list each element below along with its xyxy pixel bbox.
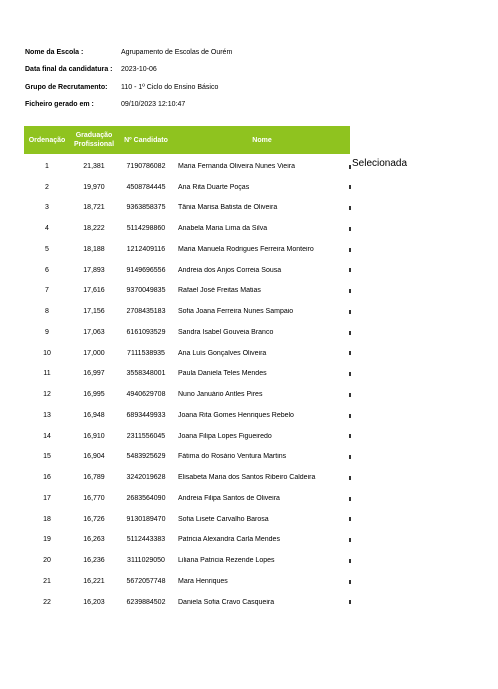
row-candidate: 2708435183 [126, 308, 166, 316]
status-mark [349, 455, 351, 459]
row-grade: 16,726 [83, 515, 105, 523]
row-name: Joana Filipa Lopes Figueiredo [178, 432, 272, 440]
row-grade: 16,770 [83, 494, 105, 502]
row-order: 4 [45, 225, 49, 233]
document-metadata [25, 44, 355, 113]
deadline-value: 2023-10-06 [121, 66, 157, 74]
row-name: Patricia Alexandra Carla Mendes [178, 536, 280, 544]
row-candidate: 3111029050 [127, 557, 165, 565]
table-row [24, 405, 350, 426]
row-candidate: 3242019628 [126, 474, 166, 482]
status-mark [349, 538, 351, 542]
status-mark [349, 331, 351, 335]
row-order: 17 [43, 494, 51, 502]
row-order: 13 [43, 411, 51, 419]
header-grade: Graduação Profissional [73, 132, 115, 148]
status-label: Selecionada [352, 158, 408, 169]
row-order: 3 [45, 204, 49, 212]
row-name: Maria Fernanda Oliveira Nunes Vieira [178, 162, 295, 170]
group-value: 110 - 1º Ciclo do Ensino Básico [121, 83, 219, 91]
school-label: Nome da Escola : [25, 49, 84, 57]
row-name: Andreia Filipa Santos de Oliveira [178, 494, 280, 502]
table-row [24, 384, 350, 405]
candidates-table [24, 126, 350, 613]
row-order: 9 [45, 328, 49, 336]
generated-label: Ficheiro gerado em : [25, 101, 94, 109]
row-grade: 17,063 [83, 328, 105, 336]
status-mark [349, 351, 351, 355]
status-mark [349, 289, 351, 293]
row-grade: 18,222 [83, 225, 105, 233]
row-candidate: 6161093529 [126, 328, 166, 336]
table-body [24, 154, 350, 613]
meta-group-row [25, 79, 355, 96]
row-order: 14 [43, 432, 51, 440]
table-row [24, 467, 350, 488]
row-grade: 16,263 [83, 536, 105, 544]
row-candidate: 3558348001 [126, 370, 166, 378]
status-mark [349, 268, 351, 272]
row-candidate: 5112443383 [126, 536, 166, 544]
row-order: 2 [45, 183, 49, 191]
row-candidate: 7190786082 [126, 162, 166, 170]
row-grade: 17,616 [83, 287, 105, 295]
row-name: Liliana Patricia Rezende Lopes [178, 557, 275, 565]
header-name: Nome [252, 136, 272, 144]
table-row [24, 530, 350, 551]
table-row [24, 364, 350, 385]
row-candidate: 5483925629 [126, 453, 166, 461]
meta-generated-row [25, 96, 355, 113]
row-name: Ana Rita Duarte Poças [178, 183, 250, 191]
row-name: Maria Manuela Rodrigues Ferreira Monteiro [178, 245, 314, 253]
row-order: 15 [43, 453, 51, 461]
table-row [24, 571, 350, 592]
row-name: Mara Henriques [178, 577, 228, 585]
status-mark [349, 580, 351, 584]
row-order: 1 [45, 162, 49, 170]
row-name: Anabela Maria Lima da Silva [178, 225, 268, 233]
school-value: Agrupamento de Escolas de Ourém [121, 49, 233, 57]
status-mark [349, 372, 351, 376]
row-name: Paula Daniela Teles Mendes [178, 370, 267, 378]
table-row [24, 239, 350, 260]
row-name: Sofia Lisete Carvalho Barosa [178, 515, 269, 523]
table-row [24, 260, 350, 281]
row-order: 10 [43, 349, 51, 357]
row-order: 12 [43, 391, 51, 399]
status-mark [349, 600, 351, 604]
row-grade: 16,948 [83, 411, 105, 419]
header-order: Ordenação [28, 136, 66, 144]
table-row [24, 592, 350, 613]
row-grade: 18,188 [83, 245, 105, 253]
row-order: 6 [45, 266, 49, 274]
row-order: 19 [43, 536, 51, 544]
row-name: Nuno Januário Antles Pires [178, 391, 263, 399]
table-row [24, 509, 350, 530]
deadline-label: Data final da candidatura : [25, 66, 113, 74]
status-mark [349, 185, 351, 189]
table-row [24, 447, 350, 468]
status-mark [349, 559, 351, 563]
row-candidate: 1212409116 [126, 245, 166, 253]
status-mark [349, 517, 351, 521]
row-grade: 17,893 [83, 266, 105, 274]
row-order: 16 [43, 474, 51, 482]
row-grade: 21,381 [83, 162, 105, 170]
row-name: Sofia Joana Ferreira Nunes Sampaio [178, 308, 294, 316]
group-label: Grupo de Recrutamento: [25, 83, 108, 91]
row-name: Joana Rita Gomes Henriques Rebelo [178, 411, 294, 419]
table-row [24, 198, 350, 219]
table-row [24, 550, 350, 571]
meta-deadline-row [25, 61, 355, 78]
row-name: Andreia dos Anjos Correia Sousa [178, 266, 282, 274]
status-mark [349, 310, 351, 314]
row-grade: 16,236 [83, 557, 105, 565]
table-row [24, 322, 350, 343]
status-mark [349, 434, 351, 438]
row-grade: 16,203 [83, 598, 105, 606]
row-order: 5 [45, 245, 49, 253]
row-name: Daniela Sofia Cravo Casqueira [178, 598, 275, 606]
status-mark [349, 206, 351, 210]
row-candidate: 6239884502 [126, 598, 166, 606]
row-candidate: 2311556045 [126, 432, 166, 440]
row-grade: 16,904 [83, 453, 105, 461]
row-grade: 16,997 [83, 370, 105, 378]
status-mark [349, 497, 351, 501]
row-grade: 18,721 [83, 204, 105, 212]
row-candidate: 9370049835 [126, 287, 166, 295]
status-mark [349, 393, 351, 397]
row-candidate: 7111538935 [127, 349, 165, 357]
meta-school-row [25, 44, 355, 61]
row-order: 20 [43, 557, 51, 565]
table-row [24, 218, 350, 239]
table-row [24, 426, 350, 447]
row-grade: 16,910 [83, 432, 105, 440]
table-row [24, 156, 350, 177]
row-candidate: 9149696556 [126, 266, 166, 274]
row-candidate: 5114298860 [126, 225, 166, 233]
row-grade: 17,000 [83, 349, 105, 357]
header-candidate: Nº Candidato [124, 136, 168, 144]
row-name: Fátima do Rosário Ventura Martins [178, 453, 287, 461]
row-candidate: 2683564090 [126, 494, 166, 502]
status-mark [349, 248, 351, 252]
row-order: 7 [45, 287, 49, 295]
table-row [24, 488, 350, 509]
row-order: 8 [45, 308, 49, 316]
row-order: 11 [43, 370, 51, 378]
row-name: Sandra Isabel Gouveia Branco [178, 328, 274, 336]
row-grade: 16,789 [83, 474, 105, 482]
row-grade: 17,156 [83, 308, 105, 316]
row-order: 18 [43, 515, 51, 523]
table-row [24, 301, 350, 322]
row-order: 22 [43, 598, 51, 606]
row-grade: 16,221 [83, 577, 105, 585]
table-header [24, 126, 350, 154]
table-row [24, 281, 350, 302]
row-name: Elisabeta Maria dos Santos Ribeiro Caldeira [178, 474, 316, 482]
status-mark [349, 476, 351, 480]
status-mark [349, 414, 351, 418]
row-candidate: 4940629708 [126, 391, 166, 399]
row-grade: 16,995 [83, 391, 105, 399]
generated-value: 09/10/2023 12:10:47 [121, 101, 186, 109]
status-mark [349, 165, 351, 169]
row-candidate: 5672057748 [126, 577, 166, 585]
status-mark [349, 227, 351, 231]
row-candidate: 6893449933 [126, 411, 166, 419]
row-candidate: 9363858375 [126, 204, 166, 212]
table-row [24, 177, 350, 198]
row-order: 21 [43, 577, 51, 585]
table-row [24, 343, 350, 364]
row-candidate: 9130189470 [126, 515, 166, 523]
row-name: Tânia Marisa Batista de Oliveira [178, 204, 278, 212]
row-name: Rafael José Freitas Matias [178, 287, 261, 295]
row-name: Ana Luís Gonçalves Oliveira [178, 349, 267, 357]
row-candidate: 4508784445 [126, 183, 166, 191]
row-grade: 19,970 [83, 183, 105, 191]
